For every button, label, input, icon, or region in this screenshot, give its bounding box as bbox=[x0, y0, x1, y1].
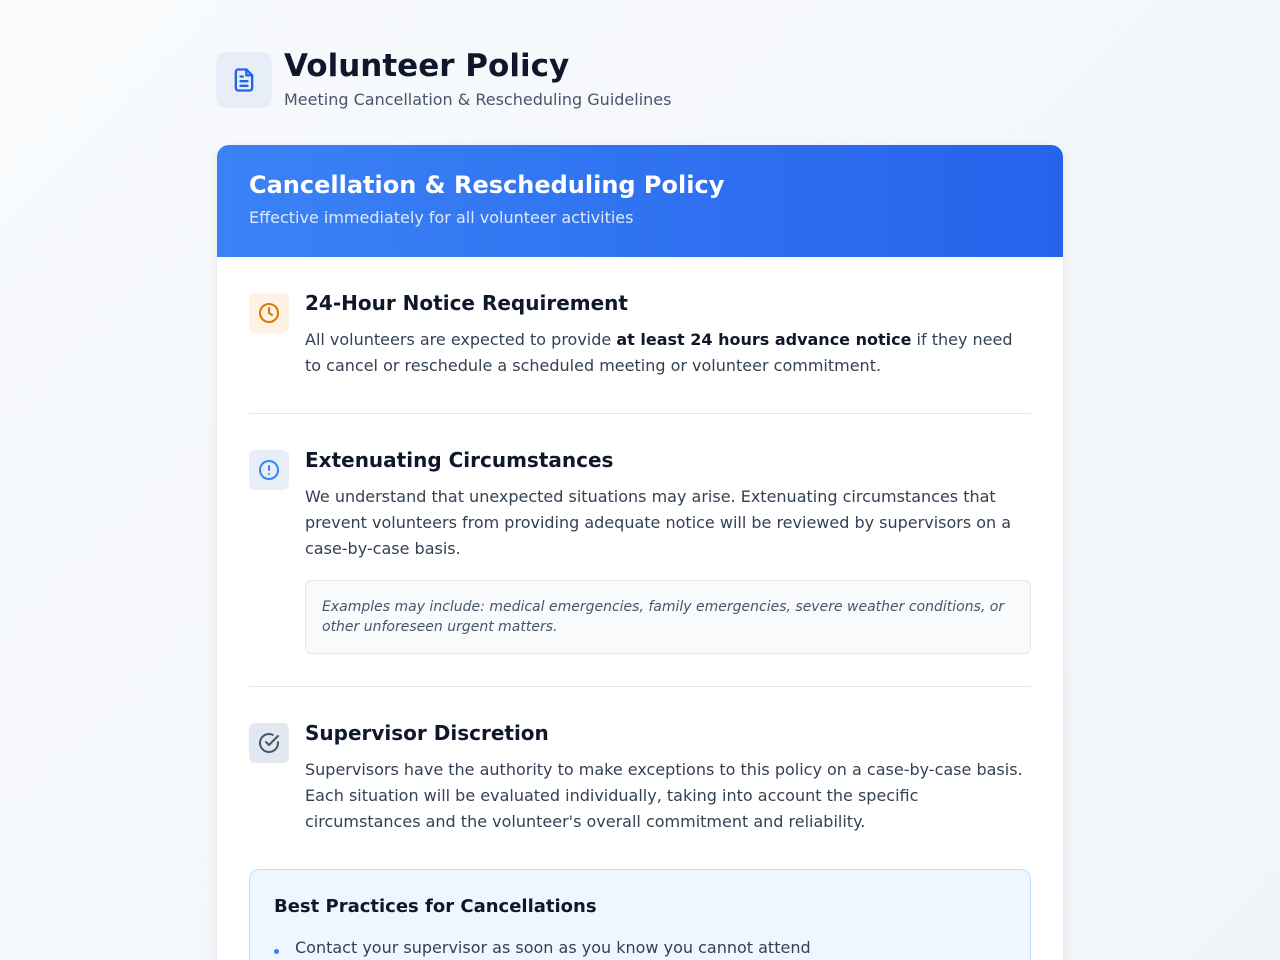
best-practices-list bbox=[274, 936, 1006, 960]
check-circle-icon bbox=[249, 723, 289, 763]
policy-card-header bbox=[217, 145, 1063, 257]
divider bbox=[249, 413, 1031, 414]
policy-card-title: Cancellation & Rescheduling Policy bbox=[249, 171, 725, 199]
section-body bbox=[305, 723, 1031, 835]
list-item bbox=[274, 936, 1006, 960]
divider bbox=[249, 686, 1031, 687]
section-text: Supervisors have the authority to make exceptions to this policy on a case-by-case basis. Each situation will be evaluated individually, taking into account the specific circumstances and the volunteer's overall commitment and reliability. bbox=[305, 760, 1023, 831]
list-item-text: Contact your supervisor as soon as you know you cannot attend bbox=[295, 938, 811, 957]
page-header bbox=[216, 48, 671, 110]
section-title: 24-Hour Notice Requirement bbox=[305, 291, 628, 315]
section-text-emphasis: at least 24 hours advance notice bbox=[616, 330, 912, 349]
section-title: Supervisor Discretion bbox=[305, 721, 549, 745]
section-title: Extenuating Circumstances bbox=[305, 448, 614, 472]
section-body bbox=[305, 450, 1031, 654]
clock-icon bbox=[249, 293, 289, 333]
policy-card-subtitle: Effective immediately for all volunteer activities bbox=[249, 208, 634, 227]
examples-note: Examples may include: medical emergencies, family emergencies, severe weather conditions, or other unforeseen urgent matters. bbox=[305, 580, 1031, 654]
best-practices-box bbox=[249, 869, 1031, 960]
document-icon bbox=[216, 52, 272, 108]
section-text bbox=[305, 327, 1031, 379]
section-text-before: All volunteers are expected to provide bbox=[305, 330, 617, 349]
page-title: Volunteer Policy bbox=[284, 48, 570, 84]
alert-circle-icon bbox=[249, 450, 289, 490]
section-body bbox=[305, 293, 1031, 379]
best-practices-title: Best Practices for Cancellations bbox=[274, 896, 597, 917]
header-text bbox=[284, 48, 671, 110]
policy-card bbox=[217, 145, 1063, 960]
section-text-after: if they need to cancel or reschedule a scheduled meeting or volunteer commitment. bbox=[305, 330, 1013, 375]
bullet-icon bbox=[274, 949, 279, 954]
page-subtitle: Meeting Cancellation & Rescheduling Guidelines bbox=[284, 90, 672, 109]
section-text: We understand that unexpected situations may arise. Extenuating circumstances that prevent volunteers from providing adequate notice will be reviewed by supervisors on a case-by-case basis. bbox=[305, 487, 1012, 558]
